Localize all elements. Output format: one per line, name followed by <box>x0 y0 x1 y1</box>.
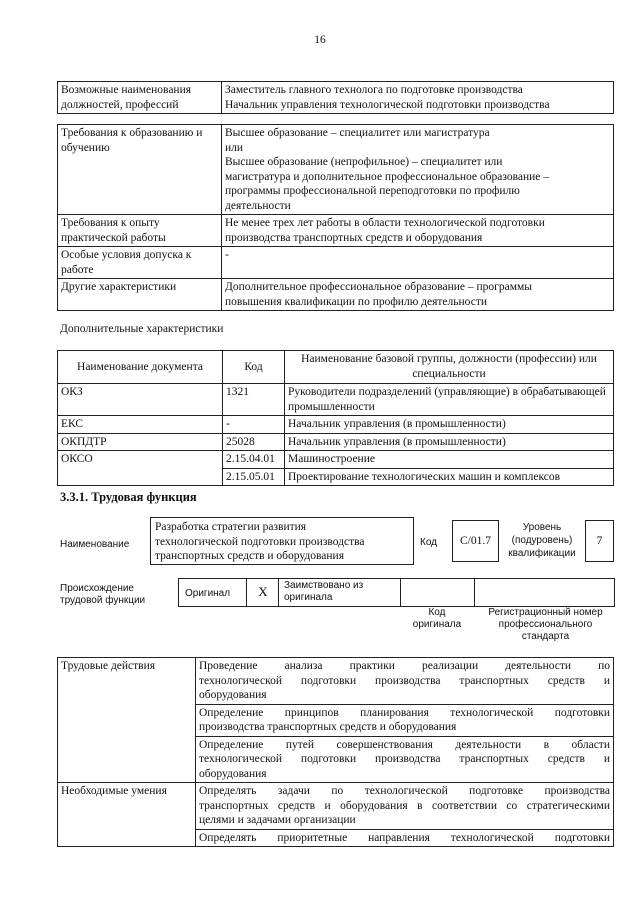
name-cell: Проектирование технологических машин и комплексов <box>285 468 614 486</box>
doc-cell: ОКСО <box>58 451 223 486</box>
text-line: оригинала <box>412 619 462 630</box>
divider <box>400 578 401 606</box>
text-line: стандарта <box>521 631 570 642</box>
doc-cell: ОКПДТР <box>58 433 223 451</box>
text-line: Высшее образование – специалитет или магистратура <box>225 127 490 139</box>
text-line: Дополнительное профессиональное образование – программы <box>225 281 532 293</box>
origin-box <box>178 578 615 607</box>
additional-heading: Дополнительные характеристики <box>60 323 224 335</box>
table-row <box>58 215 614 247</box>
text-line: оригинала <box>284 592 333 603</box>
text-line: Не менее трех лет работы в области технологической подготовки <box>225 217 545 229</box>
text-line: производства транспортных средств и оборудования <box>199 721 457 733</box>
text-line: технологической подготовки производства <box>155 535 365 548</box>
requirements-value <box>222 125 614 215</box>
table-row <box>58 658 614 705</box>
text-line: оборудования <box>199 767 267 780</box>
text-line: квалификации <box>508 548 576 559</box>
function-code-box: C/01.7 <box>452 520 499 562</box>
text-line: (подуровень) <box>511 535 573 546</box>
text-line: технологической подготовки производства транспортных средств и <box>199 753 610 765</box>
code-cell: 2.15.04.01 <box>223 451 285 469</box>
text-line: Проведение анализа практики реализации деятельности по <box>199 660 610 672</box>
requirements-value <box>222 215 614 247</box>
text-line: Определение путей совершенствования деятельности в области <box>199 738 610 751</box>
text-line: магистратура и дополнительное профессиональное образование – <box>225 170 549 183</box>
requirements-value <box>222 279 614 311</box>
text-line: Определять задачи по технологической подготовке производства <box>199 785 610 797</box>
text-line: - <box>225 249 229 261</box>
function-name-box <box>150 517 414 565</box>
table-row <box>58 783 614 830</box>
code-label: Код <box>420 537 438 548</box>
text-line: технологической подготовки производства транспортных средств и <box>199 674 610 687</box>
text-line: Происхождение <box>60 583 134 594</box>
requirements-label: Требования к опыту практической работы <box>58 215 222 247</box>
table-row <box>58 384 614 416</box>
name-label: Наименование <box>60 539 130 550</box>
actions-table <box>57 657 614 847</box>
level-value-box: 7 <box>585 520 614 562</box>
requirements-table <box>57 124 614 311</box>
text-line: профессионального <box>498 619 593 630</box>
borrowed-label <box>284 580 363 604</box>
original-mark: X <box>258 584 268 599</box>
original-label: Оригинал <box>185 588 231 599</box>
name-cell: Машиностроение <box>285 451 614 469</box>
position-value: Заместитель главного технолога по подготовке производства <box>225 84 523 96</box>
labor-action <box>196 736 614 783</box>
positions-table <box>57 81 614 114</box>
table-header-row <box>58 351 614 384</box>
text-line: Определение принципов планирования технологической подготовки <box>199 706 610 719</box>
labor-actions-label: Трудовые действия <box>58 658 196 783</box>
page-number: 16 <box>314 34 326 46</box>
name-cell: Начальник управления (в промышленности) <box>285 416 614 434</box>
text-line: транспортных средств и оборудования <box>155 550 344 562</box>
code-caption <box>400 607 474 631</box>
position-value: Начальник управления технологической подготовки производства <box>225 98 550 111</box>
column-header: Наименование документа <box>58 351 223 384</box>
additional-table <box>57 350 614 486</box>
code-cell: 2.15.05.01 <box>223 468 285 486</box>
requirements-label: Другие характеристики <box>58 279 222 311</box>
text-line: целями и задачами организации <box>199 814 356 826</box>
text-line: трудовой функции <box>60 595 146 606</box>
origin-label <box>60 583 145 607</box>
text-line: Определять приоритетные направления технологической подготовки <box>199 831 610 844</box>
skill <box>196 829 614 847</box>
text-line: Разработка стратегии развития <box>155 521 307 533</box>
divider <box>278 578 279 606</box>
labor-action <box>196 704 614 736</box>
doc-cell: ОКЗ <box>58 384 223 416</box>
table-row <box>58 451 614 469</box>
text-line: транспортных средств и оборудования в соответствии со стратегическими <box>199 799 610 812</box>
positions-label: Возможные наименования должностей, профессий <box>58 82 222 114</box>
table-row <box>58 125 614 215</box>
text-line: Высшее образование (непрофильное) – специалитет или <box>225 156 503 168</box>
requirements-label: Особые условия допуска к работе <box>58 247 222 279</box>
divider <box>474 578 475 606</box>
code-cell: 1321 <box>223 384 285 416</box>
skills-label: Необходимые умения <box>58 783 196 847</box>
name-cell: Начальник управления (в промышленности) <box>285 433 614 451</box>
requirements-value <box>222 247 614 279</box>
table-row <box>58 416 614 434</box>
table-row <box>58 279 614 311</box>
text-line: программы профессиональной переподготовки по профилю <box>225 185 520 197</box>
labor-action <box>196 658 614 705</box>
code-cell: - <box>223 416 285 434</box>
text-line: деятельности <box>225 199 291 212</box>
text-line: производства транспортных средств и оборудования <box>225 231 483 244</box>
text-line: Заимствовано из <box>284 580 364 591</box>
registration-caption <box>478 607 613 643</box>
name-cell: Руководители подразделений (управляющие) в обрабатывающей промышленности <box>285 384 614 416</box>
text-line: повышения квалификации по профилю деятельности <box>225 295 487 308</box>
text-line: Регистрационный номер <box>488 607 603 618</box>
table-row <box>58 247 614 279</box>
doc-cell: ЕКС <box>58 416 223 434</box>
level-label <box>502 521 582 560</box>
divider <box>246 578 247 606</box>
table-row <box>58 433 614 451</box>
column-header: Код <box>223 351 285 384</box>
text-line: Код <box>428 607 446 618</box>
text-line: или <box>225 141 244 154</box>
column-header: Наименование базовой группы, должности (профессии) или специальности <box>285 351 614 384</box>
text-line: оборудования <box>199 689 267 701</box>
text-line: Уровень <box>522 522 562 533</box>
requirements-label: Требования к образованию и обучению <box>58 125 222 215</box>
section-title: 3.3.1. Трудовая функция <box>60 490 197 504</box>
skill <box>196 783 614 830</box>
positions-values <box>222 82 614 114</box>
code-cell: 25028 <box>223 433 285 451</box>
